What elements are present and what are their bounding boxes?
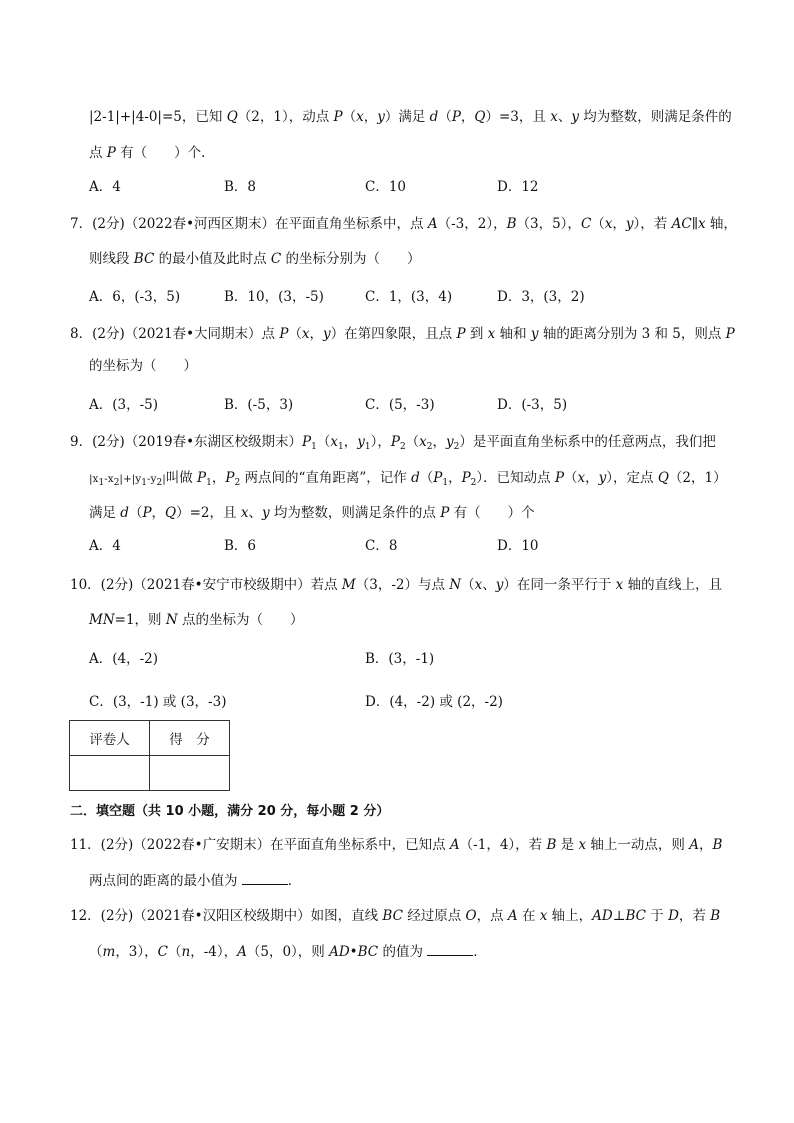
q9-stem-line2: $|x_1-x_2|+|y_1-y_2|$叫做 $P_1$，$P_2$ 两点间的“直角距离”，记作 $d(P_1$，$P_2$）．已知动点 P（x，y），定点 Q（2，1） — [89, 470, 727, 488]
grader-header: 评卷人 — [70, 721, 150, 756]
option: D．3，(3，2) — [497, 289, 585, 305]
option: B．10，(3，-5) — [224, 289, 324, 305]
option: C．10 — [365, 179, 407, 195]
option: B．6 — [224, 538, 257, 554]
q11-stem-line2: 两点间的距离的最小值为 ． — [89, 873, 302, 889]
q6-continuation-line2: 点 P 有（ ）个． — [89, 145, 215, 161]
score-header: 得 分 — [150, 721, 230, 756]
option: C．(3，-1) 或 (3，-3) — [89, 694, 227, 710]
q9-stem: 9．(2分)（2019春•东湖区校级期末）$P_1(x_1$，$y_1$），$P_2(x_2$，$y_2$）是平面直角坐标系中的任意两点，我们把 — [70, 434, 716, 452]
q10-stem: 10．(2分)（2021春•安宁市校级期中）若点 M（3，-2）与点 N（x、y）在同一条平行于 x 轴的直线上，且 — [70, 577, 723, 593]
option: B．(-5，3) — [224, 397, 294, 413]
option: B．8 — [224, 179, 257, 195]
option: C．1，(3，4) — [365, 289, 453, 305]
option: D．(-3，5) — [497, 397, 568, 413]
option: D．(4，-2) 或 (2，-2) — [365, 694, 503, 710]
option: D．10 — [497, 538, 539, 554]
q8-stem-line2: 的坐标为（ ） — [89, 358, 197, 374]
score-cell — [150, 756, 230, 791]
option: A．4 — [89, 538, 121, 554]
option: C．8 — [365, 538, 398, 554]
answer-blank — [242, 872, 288, 885]
grader-cell — [70, 756, 150, 791]
q11-stem: 11．(2分)（2022春•广安期末）在平面直角坐标系中，已知点 A（-1，4），若 B 是 x 轴上一动点，则 A，B — [70, 837, 723, 853]
q9-stem-line3: 满足 d（P，Q）=2，且 x、y 均为整数，则满足条件的点 P 有（ ）个 — [89, 505, 535, 521]
q10-stem-line2: MN=1，则 N 点的坐标为（ ） — [89, 612, 304, 628]
section-heading: 二．填空题（共 10 小题，满分 20 分，每小题 2 分） — [70, 804, 390, 819]
q7-stem-line2: 则线段 BC 的最小值及此时点 C 的坐标分别为（ ） — [89, 251, 421, 267]
option: D．12 — [497, 179, 539, 195]
score-table — [69, 720, 230, 791]
option: A．6，(-3，5) — [89, 289, 181, 305]
option: A．4 — [89, 179, 121, 195]
q7-stem: 7．(2分)（2022春•河西区期末）在平面直角坐标系中，点 A（-3，2），B（3，5），C（x，y），若 AC∥x 轴， — [70, 216, 737, 232]
q6-continuation: |2-1|+|4-0|=5，已知 Q（2，1），动点 P（x，y）满足 d（P，Q）=3，且 x、y 均为整数，则满足条件的 — [89, 109, 732, 125]
answer-blank — [427, 943, 473, 956]
option: A．(4，-2) — [89, 651, 159, 667]
option: A．(3，-5) — [89, 397, 159, 413]
q8-stem: 8．(2分)（2021春•大同期末）点 P（x，y）在第四象限，且点 P 到 x 轴和 y 轴的距离分别为 3 和 5，则点 P — [70, 326, 735, 342]
q12-stem-line2: （m，3），C（n，-4），A（5，0），则 AD•BC 的值为 ． — [89, 944, 487, 960]
option: B．(3，-1) — [365, 651, 435, 667]
option: C．(5，-3) — [365, 397, 435, 413]
q12-stem: 12．(2分)（2021春•汉阳区校级期中）如图，直线 BC 经过原点 O，点 A 在 x 轴上，AD⊥BC 于 D，若 B — [70, 908, 721, 924]
